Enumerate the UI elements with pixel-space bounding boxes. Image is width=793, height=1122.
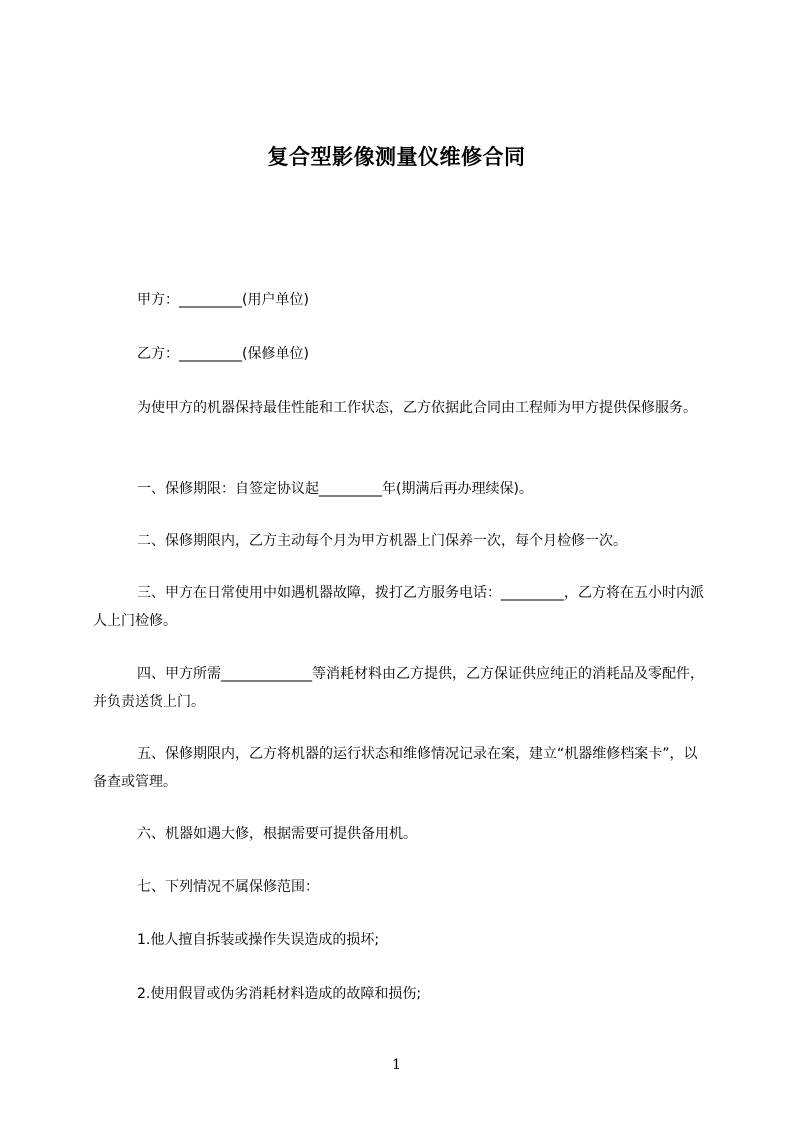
party-b-line: 乙方：_________(保修单位) — [137, 346, 309, 362]
exclusion-item-1: 1.他人擅自拆装或操作失误造成的损坏; — [137, 932, 380, 948]
clause-6-paragraph: 六、机器如遇大修，根据需要可提供备用机。 — [137, 826, 417, 842]
clause-3-paragraph: 三、甲方在日常使用中如遇机器故障，拨打乙方服务电话：_________，乙方将在五小时内派人上门检修。 — [93, 585, 704, 629]
document-title: 复合型影像测量仪维修合同 — [267, 145, 526, 169]
clause-4-paragraph: 四、甲方所需_____________等消耗材料由乙方提供，乙方保证供应纯正的消耗品及零配件，并负责送货上门。 — [93, 666, 704, 710]
clause-2-paragraph: 二、保修期限内，乙方主动每个月为甲方机器上门保养一次，每个月检修一次。 — [137, 533, 627, 549]
clause-5-paragraph: 五、保修期限内，乙方将机器的运行状态和维修情况记录在案，建立“机器维修档案卡”，以备查或管理。 — [93, 746, 698, 790]
party-a-line: 甲方：_________(用户单位) — [137, 292, 309, 308]
exclusion-item-2: 2.使用假冒或伪劣消耗材料造成的故障和损伤; — [137, 986, 422, 1002]
intro-paragraph: 为使甲方的机器保持最佳性能和工作状态，乙方依据此合同由工程师为甲方提供保修服务。 — [137, 400, 697, 416]
page-number: 1 — [392, 1057, 401, 1073]
clause-1-paragraph: 一、保修期限：自签定协议起_________年(期满后再办理续保)。 — [137, 481, 533, 497]
clause-7-paragraph: 七、下列情况不属保修范围： — [137, 879, 319, 895]
